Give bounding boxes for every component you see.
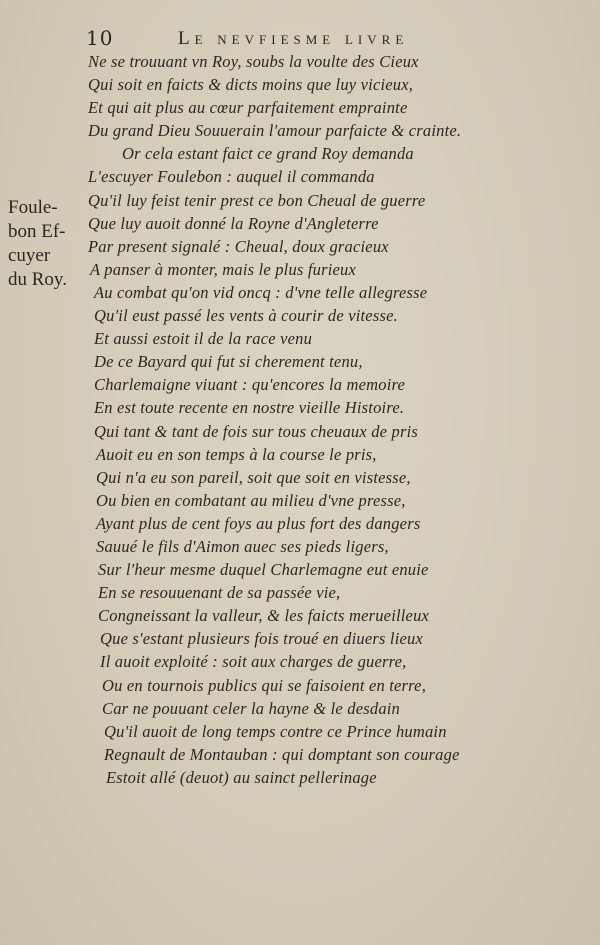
verse-line: Qui tant & tant de fois sur tous cheuaux de pris (94, 421, 419, 441)
verse-line: Que luy auoit donné la Royne d'Angleterre (88, 213, 379, 233)
running-head: Le nevfiesme livre (178, 28, 409, 49)
marginal-note-line: bon Ef- (8, 221, 66, 242)
verse-line: Estoit allé (deuot) au sainct pellerinage (106, 767, 377, 787)
verse-line: Par present signalé : Cheual, doux gracieux (88, 236, 389, 256)
marginal-note (8, 196, 88, 292)
verse-line: Qu'il luy feist tenir prest ce bon Cheual de guerre (88, 190, 426, 210)
verse-line: L'escuyer Foulebon : auquel il commanda (88, 167, 375, 187)
verse-line: Il auoit exploité : soit aux charges de guerre, (100, 652, 407, 672)
page-number: 10 (86, 26, 114, 50)
verse-line: A panser à monter, mais le plus furieux (90, 259, 356, 279)
page-header (86, 26, 486, 52)
verse-line: Ou bien en combatant au milieu d'vne presse, (96, 490, 406, 510)
verse-line: Du grand Dieu Souuerain l'amour parfaicte & crainte. (88, 121, 462, 141)
verse-line: Qu'il eust passé les vents à courir de vitesse. (94, 306, 398, 326)
verse-line: Ou en tournois publics qui se faisoient en terre, (102, 675, 427, 695)
marginal-note-line: du Roy. (8, 269, 67, 290)
marginal-note-line: Foule- (8, 197, 58, 218)
verse-line: Charlemaigne viuant : qu'encores la memoire (94, 375, 406, 395)
verse-line: Regnault de Montauban : qui domptant son courage (104, 744, 460, 764)
verse-line: Au combat qu'on vid oncq : d'vne telle allegresse (94, 282, 428, 302)
verse-line: Sur l'heur mesme duquel Charlemagne eut enuie (98, 560, 429, 580)
marginal-note-line: cuyer (8, 245, 51, 266)
verse-line: Ayant plus de cent foys au plus fort des dangers (96, 513, 421, 533)
verse-line: Et qui ait plus au cœur parfaitement emprainte (88, 98, 408, 118)
verse-line: En se resouuenant de sa passée vie, (98, 583, 341, 603)
verse-line: En est toute recente en nostre vieille Histoire. (94, 398, 405, 418)
verse-line: Que s'estant plusieurs fois troué en diuers lieux (100, 629, 423, 649)
verse-line: Et aussi estoit il de la race venu (94, 329, 313, 349)
verse-line: De ce Bayard qui fut si cherement tenu, (94, 352, 363, 372)
verse-line: Sauué le fils d'Aimon auec ses pieds ligers, (96, 536, 389, 556)
verse-line: Qui soit en faicts & dicts moins que luy vicieux, (88, 75, 414, 95)
verse-line: Ne se trouuant vn Roy, soubs la voulte des Cieux (88, 52, 419, 71)
verse-line: Qui n'a eu son pareil, soit que soit en vistesse, (96, 467, 411, 487)
verse-line: Qu'il auoit de long temps contre ce Prince humain (104, 721, 447, 741)
verse-line: Auoit eu en son temps à la course le pris, (96, 444, 377, 464)
verse-line: Car ne pouuant celer la hayne & le desdain (102, 698, 401, 718)
verse-block (80, 50, 520, 789)
verse-line: Congneissant la valleur, & les faicts merueilleux (98, 606, 430, 626)
verse-line: Or cela estant faict ce grand Roy demanda (122, 144, 414, 164)
